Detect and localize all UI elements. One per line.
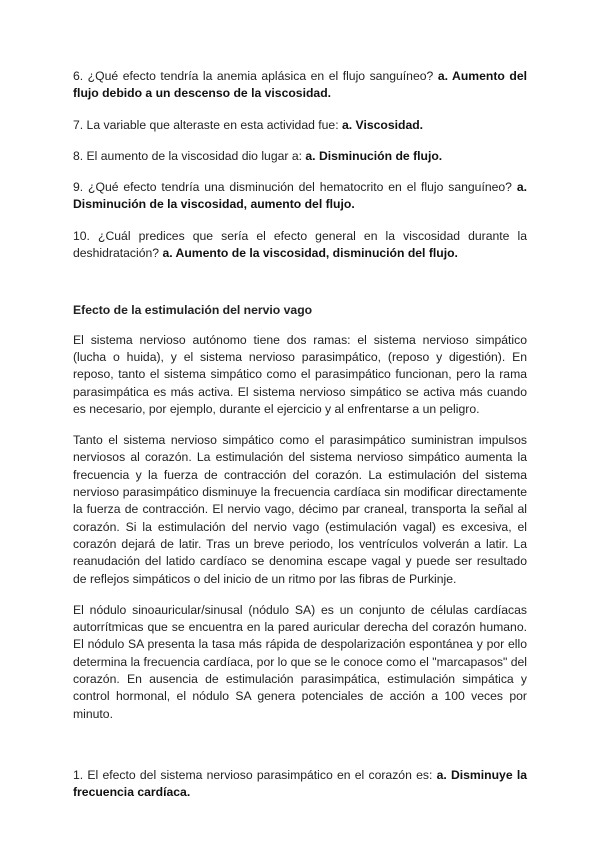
section-paragraph-2: Tanto el sistema nervioso simpático como el parasimpático suministran impulsos nerviosos al corazón. La estimulación del sistema nervioso simpático aumenta la frecuencia y la fuerza de contracción del corazón. La estimulación del sistema nervioso parasimpático disminuye la frecuencia cardíaca sin modificar directamente la fuerza de contracción. El nervio vago, décimo par craneal, transporta la señal al corazón. Si la estimulación del nervio vago (estimulación vagal) es excesiva, el corazón dejará de latir. Tras un breve periodo, los ventrículos volverán a latir. La reanudación del latido cardíaco se denomina escape vagal y puede ser resultado de reflejos simpáticos o del inicio de un ritmo por las fibras de Purkinje. (73, 433, 527, 586)
answer-text: a. Aumento del flujo debido a un descenso de la viscosidad. (73, 69, 528, 101)
section-spacer (73, 737, 527, 767)
question-text: 6. ¿Qué efecto tendría la anemia aplásica en el flujo sanguíneo? (73, 69, 434, 83)
answer-text: a. Aumento de la viscosidad, disminución del flujo. (162, 246, 458, 261)
section-paragraph-3: El nódulo sinoauricular/sinusal (nódulo SA) es un conjunto de células cardíacas autorrítmicas que se encuentra en la pared auricular derecha del corazón humano. El nódulo SA presenta la tasa más rápida de despolarización espontánea y por ello determina la frecuencia cardíaca, por lo que se le conoce como el "marcapasos" del corazón. En ausencia de estimulación parasimpática, estimulación simpática y control hormonal, el nódulo SA genera potenciales de acción a 100 veces por minuto. (73, 602, 527, 721)
answer-text: a. Disminuye la frecuencia cardíaca. (73, 767, 527, 800)
question-9 (73, 179, 527, 214)
answer-text: a. Disminución de flujo. (305, 148, 443, 163)
section-paragraph-1: El sistema nervioso autónomo tiene dos ramas: el sistema nervioso simpático (lucha o huida), y el sistema nervioso parasimpático, (reposo y digestión). En reposo, tanto el sistema simpático como el parasimpático funcionan, pero la rama parasimpática es más activa. El sistema nervioso simpático se activa más cuando es necesario, por ejemplo, durante el ejercicio y al enfrentarse a un peligro. (73, 332, 527, 416)
question-text: 10. ¿Cuál predices que sería el efecto general en la viscosidad durante la deshidratación? (73, 228, 527, 261)
question-text: 8. El aumento de la viscosidad dio lugar a: (73, 148, 302, 163)
answer-text: a. Disminución de la viscosidad, aumento del flujo. (73, 180, 527, 212)
question-text: 7. La variable que alteraste en esta actividad fue: (73, 117, 339, 132)
question-10 (73, 228, 527, 263)
question-8 (73, 148, 527, 165)
document-content (73, 68, 527, 816)
question-7 (73, 117, 527, 134)
question-6 (73, 68, 527, 103)
answer-text: a. Viscosidad. (341, 117, 424, 132)
question-1 (73, 767, 527, 802)
question-text: 9. ¿Qué efecto tendría una disminución del hematocrito en el flujo sanguíneo? (73, 180, 512, 195)
section-heading: Efecto de la estimulación del nervio vago (73, 303, 313, 318)
question-text: 1. El efecto del sistema nervioso parasimpático en el corazón es: (73, 767, 433, 782)
section-spacer (73, 276, 527, 302)
